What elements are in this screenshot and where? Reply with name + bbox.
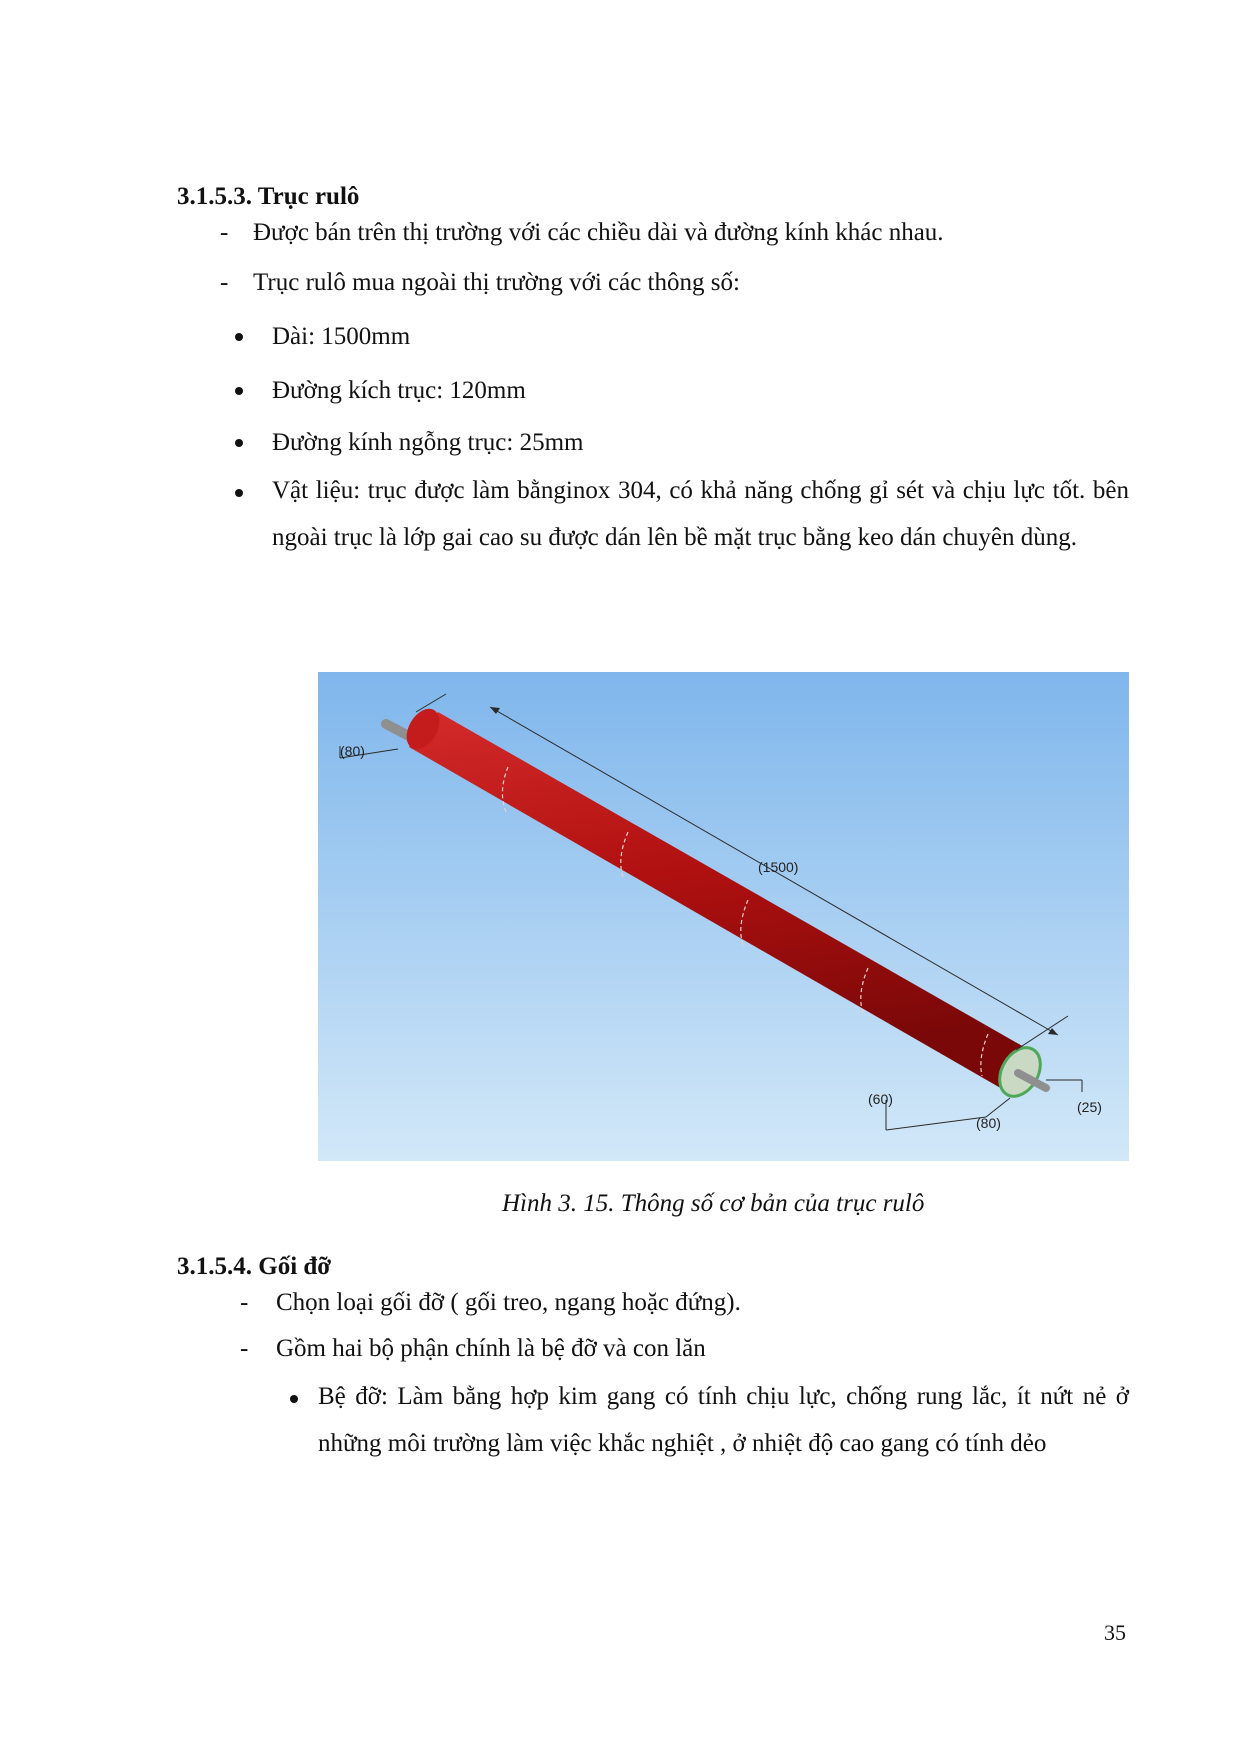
dim-hub-label: (60): [868, 1091, 893, 1107]
section-heading-goi-do: 3.1.5.4. Gối đỡ: [177, 1253, 332, 1280]
spec-material: Vật liệu: trục được làm bằnginox 304, có khả năng chống gỉ sét và chịu lực tốt. bên ngoài trục là lớp gai cao su được dán lên bề mặt trục bằng keo dán chuyên dùng.: [272, 477, 1129, 551]
text-dash-1: Được bán trên thị trường với các chiều dài và đường kính khác nhau.: [253, 219, 944, 246]
roller-figure: [318, 672, 1129, 1161]
figure-caption: Hình 3. 15. Thông số cơ bản của trục rulô: [502, 1190, 925, 1217]
text-dash-3: Chọn loại gối đỡ ( gối treo, ngang hoặc đứng).: [276, 1289, 741, 1316]
bullet-icon: [235, 333, 243, 341]
roller-3d-model: [318, 672, 1129, 1161]
dim-left-end-label: (80): [340, 743, 365, 759]
text-dash-4: Gồm hai bộ phận chính là bệ đỡ và con lăn: [276, 1335, 706, 1362]
dash-marker: -: [240, 1289, 249, 1316]
page-number: 35: [1104, 1620, 1126, 1645]
dim-length-label: (1500): [758, 859, 799, 875]
dim-shaft-label: (25): [1077, 1099, 1102, 1115]
bullet-icon: [235, 387, 243, 395]
dash-marker: -: [220, 269, 229, 296]
dash-marker: -: [220, 219, 229, 246]
bullet-icon: [235, 439, 243, 447]
bullet-icon: [235, 489, 243, 497]
spec-length: Dài: 1500mm: [272, 323, 411, 350]
section-heading-truc-rulo: 3.1.5.3. Trục rulô: [177, 183, 360, 210]
bearing-base-description: Bệ đỡ: Làm bằng hợp kim gang có tính chịu lực, chống rung lắc, ít nứt nẻ ở những môi trường làm việc khắc nghiệt , ở nhiệt độ cao gang có tính dẻo: [318, 1383, 1129, 1457]
text-dash-2: Trục rulô mua ngoài thị trường với các thông số:: [253, 269, 740, 296]
spec-diameter: Đường kích trục: 120mm: [272, 377, 526, 404]
dash-marker: -: [240, 1335, 249, 1362]
dim-end-dia-label: (80): [976, 1115, 1001, 1131]
spec-shaft-diameter: Đường kính ngỗng trục: 25mm: [272, 429, 584, 456]
bullet-icon: [290, 1395, 298, 1403]
